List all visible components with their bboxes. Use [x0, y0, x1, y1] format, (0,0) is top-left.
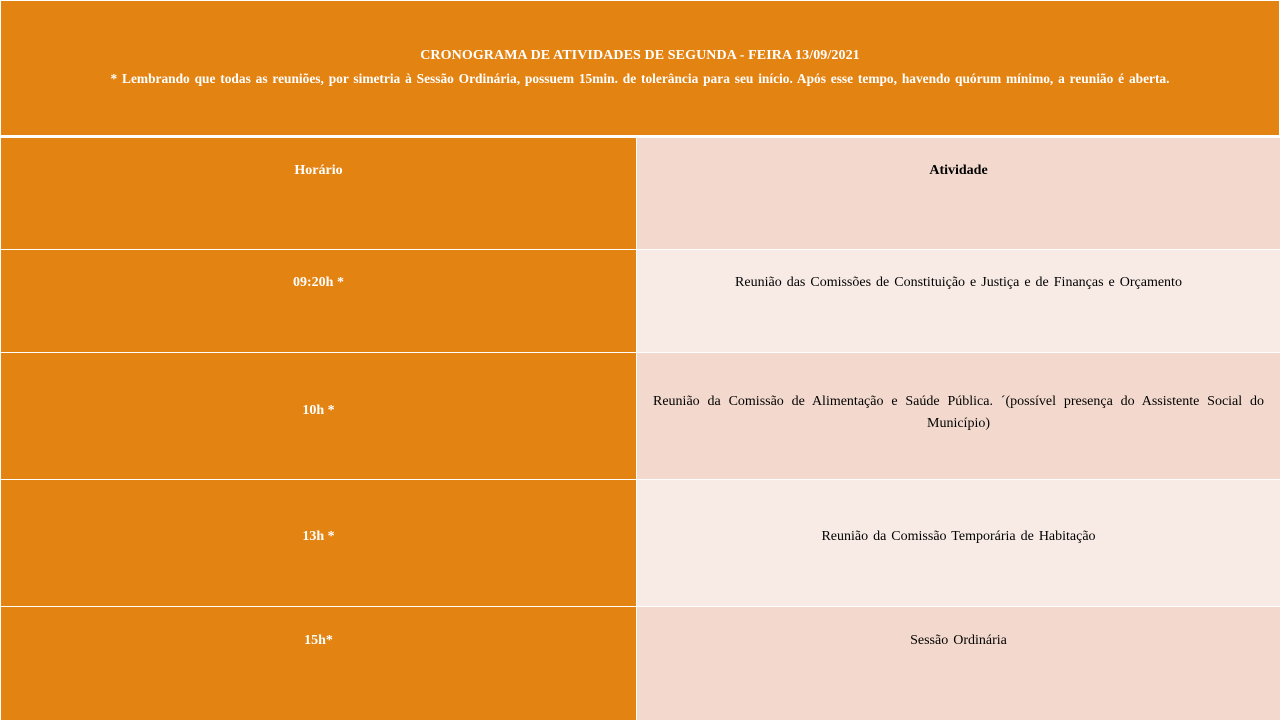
column-header-time: Horário [1, 138, 637, 250]
time-cell: 09:20h * [1, 250, 637, 353]
table-header-row [1, 138, 1280, 250]
activity-cell: Reunião da Comissão de Alimentação e Saúde Pública. ´(possível presença do Assistente Social do Município) [637, 353, 1280, 480]
time-cell: 13h * [1, 480, 637, 607]
time-cell: 15h* [1, 607, 637, 720]
activity-cell: Sessão Ordinária [637, 607, 1280, 720]
page-title: CRONOGRAMA DE ATIVIDADES DE SEGUNDA - FEIRA 13/09/2021 [420, 48, 860, 63]
table-row [1, 353, 1280, 480]
header-banner [1, 1, 1279, 135]
activity-cell: Reunião da Comissão Temporária de Habitação [637, 480, 1280, 607]
schedule-table [0, 137, 1280, 720]
column-header-activity: Atividade [637, 138, 1280, 250]
tolerance-note: * Lembrando que todas as reuniões, por simetria à Sessão Ordinária, possuem 15min. de tolerância para seu início. Após esse tempo, havendo quórum mínimo, a reunião é aberta. [110, 71, 1170, 86]
table-row [1, 480, 1280, 607]
activity-cell: Reunião das Comissões de Constituição e Justiça e de Finanças e Orçamento [637, 250, 1280, 353]
time-cell: 10h * [1, 353, 637, 480]
table-row [1, 607, 1280, 720]
table-row [1, 250, 1280, 353]
